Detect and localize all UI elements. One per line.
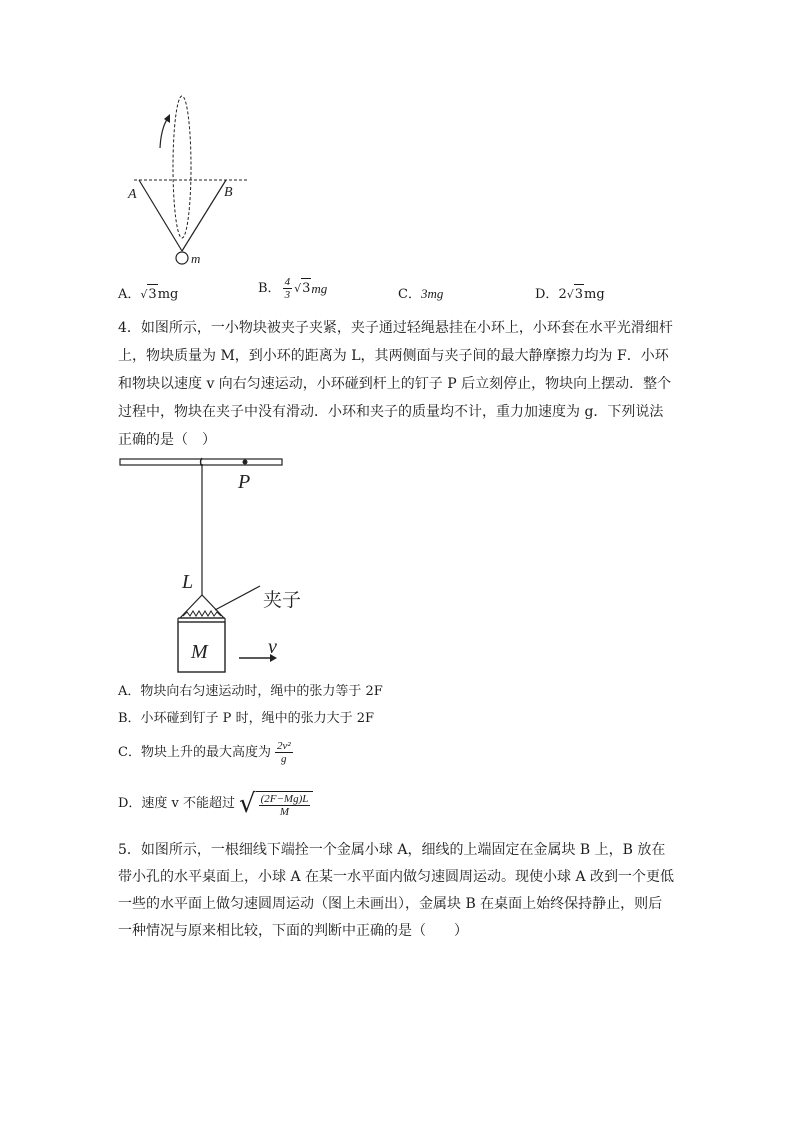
clip-triangle [180, 595, 224, 618]
rotation-arrow-icon [160, 118, 168, 148]
mass-ball [176, 252, 188, 264]
q4-option-b: B．小环碰到钉子 P 时，绳中的张力大于 2F [118, 711, 374, 726]
q5-line-2: 带小孔的水平桌面上，小球 A 在某一水平面内做匀速圆周运动。现使小球 A 改到一个更低 [118, 869, 675, 885]
q4-line-1: 4．如图所示，一小物块被夹子夹紧，夹子通过轻绳悬挂在小环上，小环套在水平光滑细杆 [118, 320, 673, 336]
q5-line-3: 一些的水平面上做匀速圆周运动（图上未画出），金属块 B 在桌面上始终保持静止，则后 [118, 896, 663, 912]
label-m: m [191, 251, 201, 266]
label-m: M [191, 641, 208, 663]
q3-figure [110, 88, 260, 268]
q5-line-4: 一种情况与原来相比较，下面的判断中正确的是（ ） [118, 923, 468, 939]
clip-pointer [215, 586, 260, 610]
q4-option-c: C．物块上升的最大高度为 $\frac{\text{2v²}}{g}$ [118, 740, 291, 765]
label-clip: 夹子 [263, 589, 302, 611]
label-l: L [182, 571, 194, 593]
q4-figure [115, 450, 315, 678]
orbit-ellipse [173, 96, 191, 238]
q4-option-a: A．物块向右匀速运动时，绳中的张力等于 2F [118, 684, 383, 699]
label-b: B [224, 185, 233, 200]
q5-line-1: 5．如图所示，一根细线下端拴一个金属小球 A，细线的上端固定在金属块 B 上，B 放在 [118, 842, 666, 858]
nail-p [243, 460, 248, 465]
label-v: v [268, 636, 277, 658]
string-b [182, 180, 226, 251]
q4-line-3: 和物块以速度 v 向右匀速运动，小环碰到杆上的钉子 P 后立刻停止，物块向上摆动．整个 [118, 376, 672, 392]
label-p: P [238, 471, 251, 493]
q3-option-a: A．√3mg [118, 284, 178, 305]
q4-line-5: 正确的是（ ） [118, 432, 216, 448]
q4-option-d: D．速度 v 不能超过 √ $\frac{(2F-Mg)L}{M}$ [118, 789, 313, 819]
q4-line-4: 过程中，物块在夹子中没有滑动．小环和夹子的质量均不计，重力加速度为 g．下列说法 [118, 404, 664, 420]
q3-option-c: C．3mg [398, 286, 444, 302]
label-a: A [128, 187, 137, 202]
q3-option-d: D．2√3mg [535, 284, 605, 305]
q3-option-b: B． $\frac{4}{3}$ √ 3 mg [258, 276, 328, 301]
q4-line-2: 上，物块质量为 M，到小环的距离为 L，其两侧面与夹子间的最大静摩擦力均为 F．小环 [118, 348, 669, 364]
